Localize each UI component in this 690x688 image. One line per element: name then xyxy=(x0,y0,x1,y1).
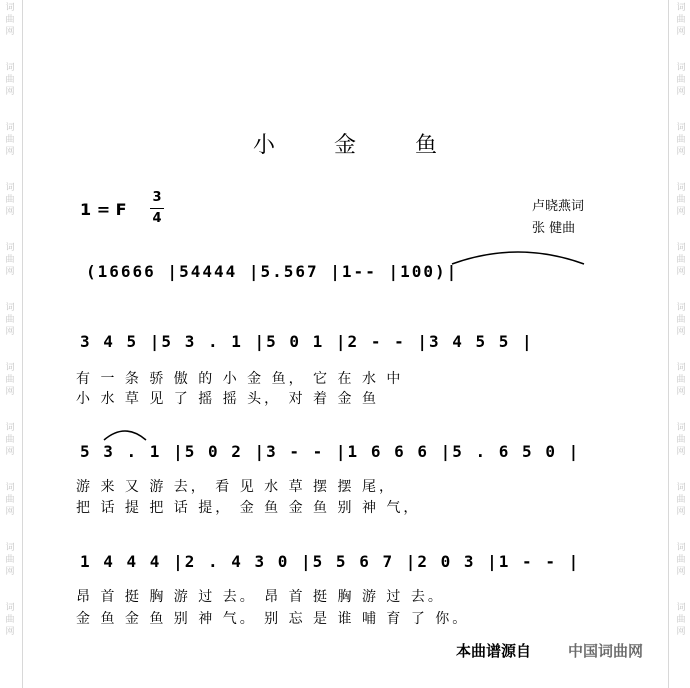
watermark: 词曲网 xyxy=(676,423,686,457)
meter-divider xyxy=(150,208,164,209)
watermark: 词曲网 xyxy=(5,303,15,337)
watermark: 词曲网 xyxy=(676,183,686,217)
lyricist-credit: 卢晓燕词 xyxy=(532,199,585,214)
watermark: 词曲网 xyxy=(5,603,15,637)
lyrics-line-2-verse-1: 游 来 又 游 去， 看 见 水 草 摆 摆 尾， xyxy=(76,479,396,495)
lyrics-line-1-verse-1: 有 一 条 骄 傲 的 小 金 鱼， 它 在 水 中 xyxy=(76,371,404,387)
watermark: 词曲网 xyxy=(676,3,686,37)
meter-bottom: 4 xyxy=(152,211,162,226)
key-signature: 1 = F xyxy=(80,200,127,219)
lyrics-line-3-verse-2: 金 鱼 金 鱼 别 神 气。 别 忘 是 谁 哺 育 了 你。 xyxy=(76,611,470,627)
watermark: 词曲网 xyxy=(676,63,686,97)
lyrics-line-2-verse-2: 把 话 提 把 话 提， 金 鱼 金 鱼 别 神 气， xyxy=(76,500,421,516)
watermark: 词曲网 xyxy=(5,183,15,217)
slur-mark xyxy=(448,246,588,266)
watermark: 词曲网 xyxy=(5,63,15,97)
watermark: 词曲网 xyxy=(676,603,686,637)
watermark: 词曲网 xyxy=(5,483,15,517)
watermark: 词曲网 xyxy=(676,123,686,157)
notation-line-2: 5 3 . 1 |5 0 2 |3 - - |1 6 6 6 |5 . 6 5 0 | xyxy=(80,442,581,461)
watermark: 词曲网 xyxy=(676,363,686,397)
watermark: 词曲网 xyxy=(5,423,15,457)
watermark: 词曲网 xyxy=(676,243,686,277)
meter-top: 3 xyxy=(152,190,162,205)
watermark: 词曲网 xyxy=(5,3,15,37)
right-margin-line xyxy=(668,0,669,688)
lyrics-line-3-verse-1: 昂 首 挺 胸 游 过 去。 昂 首 挺 胸 游 过 去。 xyxy=(76,589,445,605)
notation-line-1: 3 4 5 |5 3 . 1 |5 0 1 |2 - - |3 4 5 5 | xyxy=(80,332,534,351)
intro-notation: (16666 |54444 |5.567 |1-- |100)| xyxy=(86,262,459,281)
lyrics-line-1-verse-2: 小 水 草 见 了 摇 摇 头， 对 着 金 鱼 xyxy=(76,391,379,407)
source-label: 本曲谱源自 xyxy=(456,642,532,660)
left-margin-line xyxy=(22,0,23,688)
slur-mark xyxy=(100,426,150,442)
source-brand: 中国词曲网 xyxy=(568,642,644,660)
watermark: 词曲网 xyxy=(5,123,15,157)
watermark: 词曲网 xyxy=(676,543,686,577)
time-signature xyxy=(150,189,164,228)
watermark: 词曲网 xyxy=(5,243,15,277)
watermark: 词曲网 xyxy=(676,483,686,517)
notation-line-3: 1 4 4 4 |2 . 4 3 0 |5 5 6 7 |2 0 3 |1 - - | xyxy=(80,552,581,571)
song-title: 小 金 鱼 xyxy=(253,133,463,158)
watermark: 词曲网 xyxy=(5,543,15,577)
composer-credit: 张 健曲 xyxy=(532,221,576,236)
watermark: 词曲网 xyxy=(676,303,686,337)
watermark: 词曲网 xyxy=(5,363,15,397)
